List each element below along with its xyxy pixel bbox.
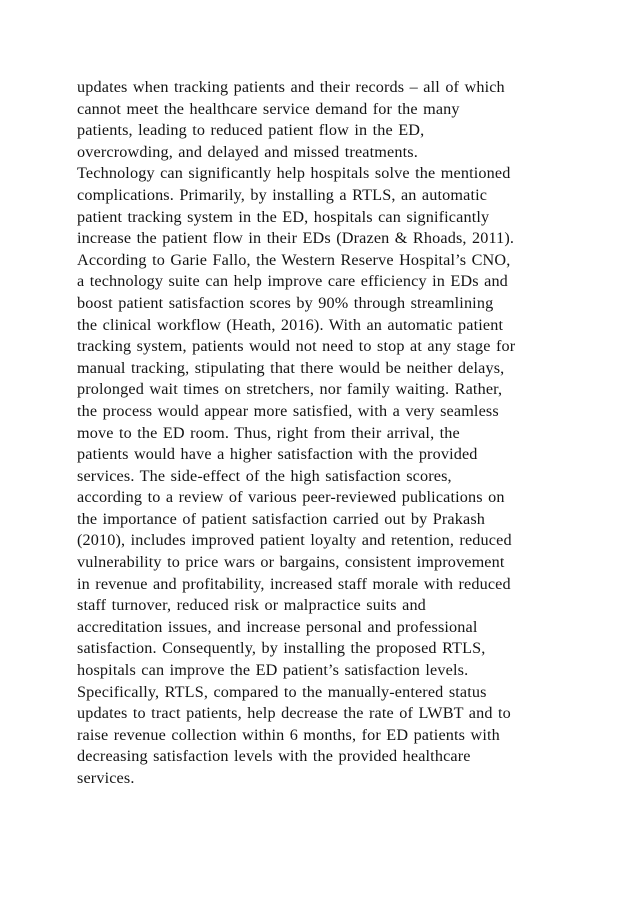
text-line: satisfaction. Consequently, by installing the proposed RTLS,	[77, 639, 486, 658]
body-text	[77, 77, 577, 790]
text-line: the importance of patient satisfaction carried out by Prakash	[77, 509, 486, 528]
text-line: in revenue and profitability, increased staff morale with reduced	[77, 574, 511, 593]
text-line: updates to tract patients, help decrease the rate of LWBT and to	[77, 704, 511, 723]
text-line: hospitals can improve the ED patient’s satisfaction levels.	[77, 661, 469, 680]
text-line: complications. Primarily, by installing a RTLS, an automatic	[77, 185, 488, 204]
text-line: (2010), includes improved patient loyalty and retention, reduced	[77, 531, 512, 550]
text-line: According to Garie Fallo, the Western Reserve Hospital’s CNO,	[77, 250, 511, 269]
text-line: staff turnover, reduced risk or malpractice suits and	[77, 596, 426, 615]
text-line: vulnerability to price wars or bargains, consistent improvement	[77, 553, 505, 572]
text-line: increase the patient flow in their EDs (Drazen & Rhoads, 2011).	[77, 229, 515, 248]
text-line: overcrowding, and delayed and missed treatments.	[77, 142, 418, 161]
text-line: cannot meet the healthcare service demand for the many	[77, 99, 460, 118]
text-line: prolonged wait times on stretchers, nor family waiting. Rather,	[77, 380, 503, 399]
text-line: patients would have a higher satisfaction with the provided	[77, 445, 478, 464]
text-line: updates when tracking patients and their records – all of which	[77, 78, 505, 96]
text-line: accreditation issues, and increase personal and professional	[77, 617, 478, 636]
text-line: patients, leading to reduced patient flow in the ED,	[77, 121, 425, 140]
text-line: Technology can significantly help hospitals solve the mentioned	[77, 164, 511, 183]
text-line: tracking system, patients would not need to stop at any stage for	[77, 337, 516, 356]
text-line: decreasing satisfaction levels with the provided healthcare	[77, 747, 471, 766]
text-line: boost patient satisfaction scores by 90% through streamlining	[77, 293, 494, 312]
text-line: services. The side-effect of the high satisfaction scores,	[77, 466, 452, 485]
text-line: raise revenue collection within 6 months, for ED patients with	[77, 725, 500, 744]
text-line: manual tracking, stipulating that there would be neither delays,	[77, 358, 505, 377]
text-line: the clinical workflow (Heath, 2016). With an automatic patient	[77, 315, 504, 334]
text-line: patient tracking system in the ED, hospitals can significantly	[77, 207, 490, 226]
text-line: services.	[77, 769, 135, 787]
text-line: Specifically, RTLS, compared to the manually-entered status	[77, 682, 487, 701]
text-line: a technology suite can help improve care efficiency in EDs and	[77, 272, 508, 291]
text-line: move to the ED room. Thus, right from their arrival, the	[77, 423, 460, 442]
text-line: according to a review of various peer-reviewed publications on	[77, 488, 505, 507]
text-line: the process would appear more satisfied, with a very seamless	[77, 401, 499, 420]
